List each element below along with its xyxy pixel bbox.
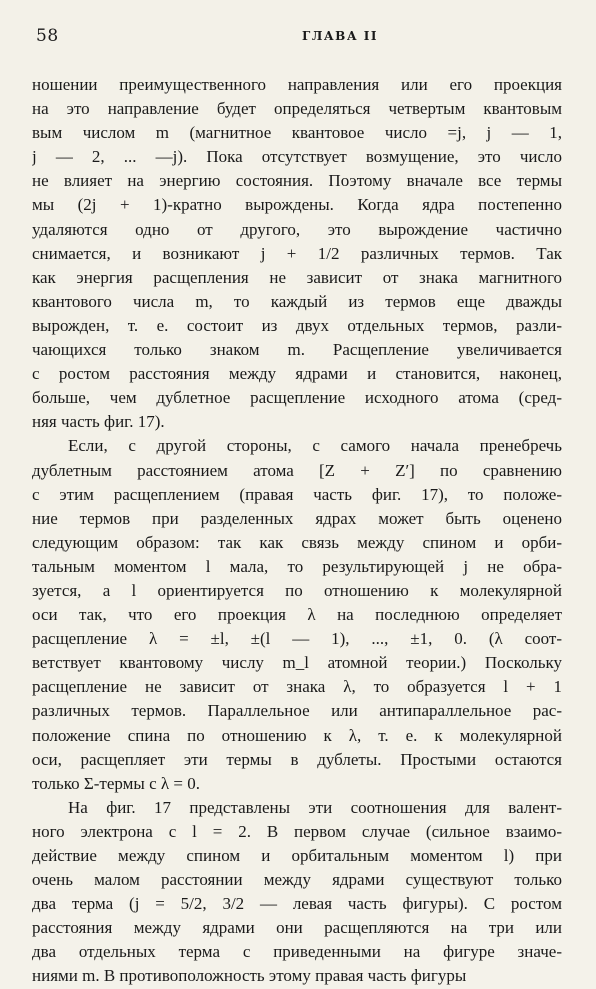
text-line: Если, с другой стороны, с самого начала пренебречь (68, 436, 562, 456)
text-line: с ростом расстояния между ядрами и становится, наконец, (32, 364, 562, 384)
text-line: дублетным расстоянием атома [Z + Z′] по сравнению (32, 460, 562, 480)
text-line: ного электрона с l = 2. В первом случае (сильное взаимо- (32, 821, 562, 841)
text-line: На фиг. 17 представлены эти соотношения для валент- (68, 797, 562, 817)
text-line: оси так, что его проекция λ на последнюю определяет (32, 605, 562, 625)
text-line: квантового числа m, то каждый из термов еще дважды (32, 291, 562, 311)
text-line: очень малом расстоянии между ядрами существуют только (32, 870, 562, 890)
text-line: с этим расщеплением (правая часть фиг. 17), то положе- (32, 484, 562, 504)
text-line: зуется, а l ориентируется по отношению к молекулярной (32, 580, 562, 600)
text-line: расстояния между ядрами они расщепляются на три или (32, 918, 562, 938)
text-line: ветствует квантовому числу m_l атомной теории.) Поскольку (32, 653, 562, 673)
text-line: больше, чем дублетное расщепление исходного атома (сред- (32, 388, 562, 408)
page-header (36, 26, 556, 48)
text-line: снимается, и возникают j + 1/2 различных термов. Так (32, 243, 562, 263)
text-line: только Σ-термы с λ = 0. (32, 773, 200, 793)
paragraph (32, 434, 562, 795)
text-line: два отдельных терма с приведенными на фигуре значе- (32, 942, 562, 962)
text-line: следующим образом: так как связь между спином и орби- (32, 532, 562, 552)
text-line: тальным моментом l мала, то результирующей j не обра- (32, 556, 562, 576)
text-line: как энергия расщепления не зависит от знака магнитного (32, 267, 562, 287)
text-line: мы (2j + 1)-кратно вырождены. Когда ядра постепенно (32, 195, 562, 215)
running-head: ГЛАВА II (302, 29, 378, 43)
text-line: вым числом m (магнитное квантовое число =j, j — 1, (32, 123, 562, 143)
text-line: ношении преимущественного направления или его проекция (32, 75, 562, 94)
text-line: чающихся только знаком m. Расщепление увеличивается (32, 340, 562, 360)
text-line: два терма (j = 5/2, 3/2 — левая часть фигуры). С ростом (32, 894, 562, 914)
text-line: ние термов при разделенных ядрах может быть оценено (32, 508, 562, 528)
text-line: на это направление будет определяться четвертым квантовым (32, 99, 562, 119)
paragraph (32, 73, 562, 434)
text-line: вырожден, т. е. состоит из двух отдельных термов, разли- (32, 315, 562, 335)
text-line: оси, расщепляет эти термы в дублеты. Простыми остаются (32, 749, 562, 769)
body-text (32, 73, 562, 989)
text-line: няя часть фиг. 17). (32, 412, 165, 432)
text-line: различных термов. Параллельное или антипараллельное рас- (32, 701, 562, 721)
text-line: ниями m. В противоположность этому правая часть фигуры (32, 966, 467, 986)
text-line: положение спина по отношению к λ, т. е. к молекулярной (32, 725, 562, 745)
text-line: расщепление λ = ±l, ±(l — 1), ..., ±1, 0. (λ соот- (32, 629, 562, 649)
paragraph (32, 796, 562, 989)
text-line: j — 2, ... —j). Пока отсутствует возмущение, это число (32, 147, 562, 167)
text-line: расщепление не зависит от знака λ, то образуется l + 1 (32, 677, 562, 697)
text-line: действие между спином и орбитальным моментом l) при (32, 846, 562, 865)
text-line: не влияет на энергию состояния. Поэтому вначале все термы (32, 171, 562, 191)
text-line: удаляются одно от другого, это вырождение частично (32, 219, 562, 239)
page-number: 58 (36, 26, 59, 46)
